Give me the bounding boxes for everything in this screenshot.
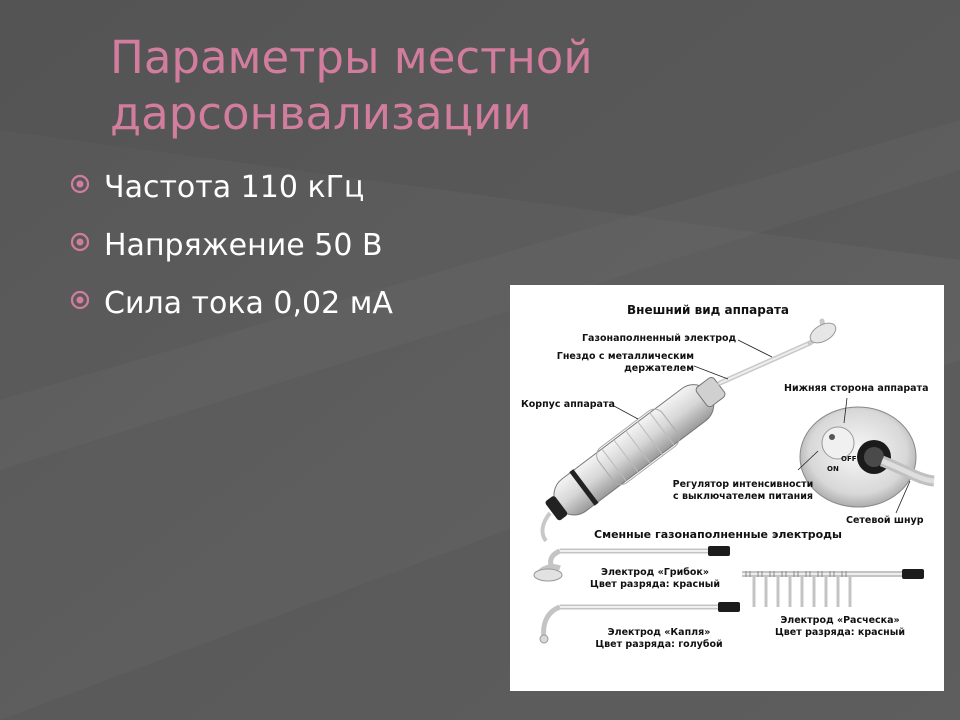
- figure-heading-device: Внешний вид аппарата: [627, 303, 789, 317]
- label-regulator-line-2: с выключателем питания: [673, 491, 813, 502]
- parameter-list: [70, 158, 393, 332]
- label-bottom-side: Нижняя сторона аппарата: [784, 383, 929, 394]
- target-bullet-icon: [70, 174, 90, 194]
- switch-on-label: ON: [827, 465, 839, 473]
- slide-title: [110, 30, 830, 142]
- list-item: [70, 216, 393, 274]
- bullet-text: Напряжение 50 В: [104, 227, 383, 263]
- target-bullet-icon: [70, 290, 90, 310]
- device-bottom-view: [800, 407, 934, 507]
- list-item: [70, 158, 393, 216]
- label-mushroom-line-2: Цвет разряда: красный: [590, 579, 721, 590]
- title-line-1: Параметры местной: [110, 31, 593, 84]
- label-device-body: Корпус аппарата: [521, 399, 615, 410]
- bullet-text: Сила тока 0,02 мА: [104, 285, 393, 321]
- label-socket-line-2: держателем: [624, 363, 694, 374]
- device-body: [538, 368, 732, 530]
- label-gas-electrode: Газонаполненный электрод: [582, 333, 737, 344]
- title-line-2: дарсонвализации: [110, 87, 532, 140]
- label-drop-line-1: Электрод «Капля»: [607, 627, 711, 638]
- figure-heading-electrodes: Сменные газонаполненные электроды: [594, 528, 842, 541]
- list-item: [70, 274, 393, 332]
- label-comb-line-2: Цвет разряда: красный: [774, 627, 905, 638]
- comb-electrode: [742, 569, 924, 607]
- label-power-cord: Сетевой шнур: [846, 515, 924, 526]
- device-figure: [510, 285, 944, 691]
- label-mushroom-line-1: Электрод «Грибок»: [600, 567, 710, 578]
- label-comb-line-1: Электрод «Расческа»: [780, 615, 900, 626]
- switch-off-label: OFF: [841, 455, 857, 463]
- label-regulator-line-1: Регулятор интенсивности: [672, 479, 814, 490]
- label-socket-line-1: Гнездо с металлическим: [556, 351, 694, 362]
- target-bullet-icon: [70, 232, 90, 252]
- label-drop-line-2: Цвет разряда: голубой: [595, 639, 723, 650]
- bullet-text: Частота 110 кГц: [104, 169, 365, 205]
